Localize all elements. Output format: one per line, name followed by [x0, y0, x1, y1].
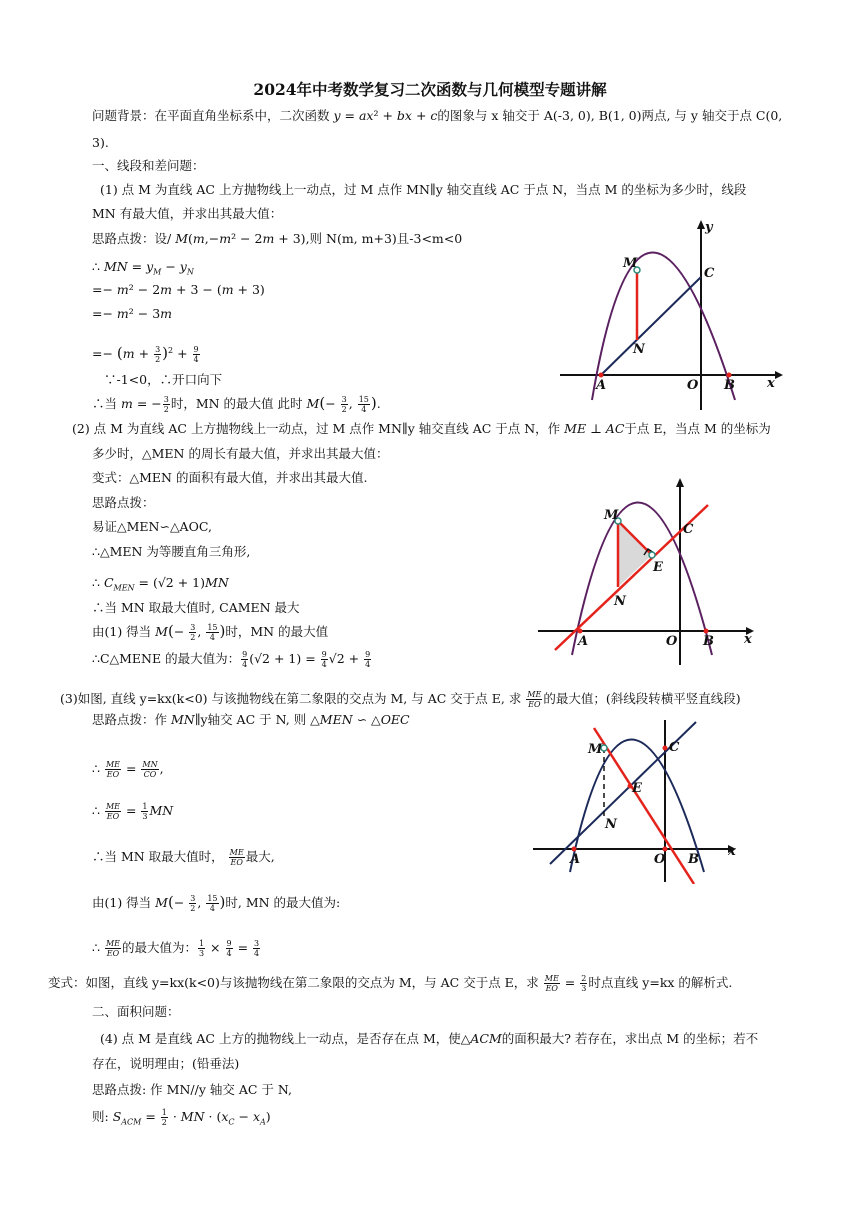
question-3-step-1: ∴ $\frac{ME}{EO}$ = $\frac{MN}{CO}$ ,: [92, 760, 164, 779]
line-ac: [601, 277, 701, 375]
label-o: O: [654, 852, 666, 867]
question-2-step-5: 由(1) 得当 M(− $\frac{3}{2}$ , $\frac{15}{4}$ )时，MN 的最大值: [92, 622, 329, 642]
question-1-conclusion: ∴当 m = − $\frac{3}{2}$ 时，MN 的最大值 此时 M(− $\frac{3}{2}$ , $\frac{15}{4}$ ).: [92, 394, 381, 414]
label-o: O: [666, 634, 678, 649]
question-4-hint: 思路点拨: 作 MN//y 轴交 AC 于 N,: [92, 1082, 292, 1097]
point-a: [599, 373, 604, 378]
parabola-curve: [570, 740, 704, 873]
question-1-step-2: =− m² − 2m + 3 − (m + 3): [92, 282, 265, 297]
question-1-step-1: ∴ MN = $y_M - y_N$: [92, 259, 194, 277]
label-m: M: [623, 256, 638, 271]
question-4-line-1: (4) 点 M 是直线 AC 上方的抛物线上一动点，是否存在点 M，使△ACM的面积最大? 若存在，求出点 M 的坐标；若不: [100, 1031, 759, 1046]
question-4-line-2: 存在，说明理由；(铅垂法): [92, 1056, 240, 1071]
question-3-step-4: 由(1) 得当 M(− $\frac{3}{2}$ , $\frac{15}{4}$ )时, MN 的最大值为:: [92, 893, 341, 913]
y-axis-arrow-icon: [697, 220, 705, 229]
y-axis-arrow-icon: [676, 478, 684, 487]
point-c: [663, 746, 668, 751]
label-o: O: [687, 378, 699, 393]
label-a: A: [570, 852, 581, 867]
label-x: x: [728, 844, 736, 859]
question-3-step-2: ∴ $\frac{ME}{EO}$ = $\frac{1}{3}$ MN: [92, 802, 174, 821]
question-1-hint: 思路点拨：设/ M(m,−m² − 2m + 3),则 N(m, m+3)且-3<m<0: [92, 231, 463, 246]
label-m: M: [588, 742, 603, 757]
label-b: B: [688, 852, 699, 867]
figure-2-triangle-men: [530, 475, 760, 670]
figure-1-parabola-mn: [555, 215, 785, 415]
point-b: [727, 373, 732, 378]
question-3-step-3: ∴当 MN 取最大值时， $\frac{ME}{EO}$ 最大,: [92, 848, 275, 867]
label-e: E: [653, 560, 663, 575]
question-2-step-4: ∴当 MN 取最大值时, CAMEN 最大: [92, 600, 300, 615]
question-2-step-1: 易证△MEN∽△AOC,: [92, 519, 212, 534]
question-1-step-4: =− (m + $\frac{3}{2}$ )$^2$ + $\frac{9}{4}$: [92, 344, 199, 365]
question-1-line-1: (1) 点 M 为直线 AC 上方抛物线上一动点，过 M 点作 MN∥y 轴交直线 AC 于点 N，当点 M 的坐标为多少时，线段: [100, 182, 747, 197]
label-n: N: [614, 594, 626, 609]
point-b: [704, 629, 709, 634]
question-2-hint: 思路点拨：: [92, 495, 155, 510]
label-c: C: [683, 522, 694, 537]
label-x: x: [744, 632, 752, 647]
question-3-hint: 思路点拨：作 MN∥y轴交 AC 于 N, 则 △MEN ∽ △OEC: [92, 712, 410, 727]
background-line-2: 3).: [92, 135, 109, 150]
label-c: C: [704, 266, 715, 281]
label-x: x: [767, 376, 775, 391]
label-b: B: [724, 378, 735, 393]
question-1-step-5: ∵-1<0，∴开口向下: [104, 372, 223, 387]
label-a: A: [596, 378, 607, 393]
question-3-variant: 变式：如图，直线 y=kx(k<0)与该抛物线在第二象限的交点为 M，与 AC 交于点 E，求 $\frac{ME}{EO}$ = $\frac{2}{3}$ 时点直线 y=kx 的解析式.: [48, 974, 733, 993]
point-a: [578, 629, 583, 634]
question-1-line-2: MN 有最大值，并求出其最大值：: [92, 206, 283, 221]
x-axis-arrow-icon: [775, 371, 783, 379]
question-2-line-1: (2) 点 M 为直线 AC 上方抛物线上一动点，过 M 点作 MN∥y 轴交直线 AC 于点 N，作 ME ⊥ AC于点 E，当点 M 的坐标为: [72, 421, 771, 436]
question-1-step-3: =− m² − 3m: [92, 306, 173, 321]
background-line-1: 问题背景：在平面直角坐标系中，二次函数 y = ax² + bx + c的图象与 x 轴交于 A(-3, 0), B(1, 0)两点, 与 y 轴交于点 C(0,: [92, 108, 783, 123]
question-2-step-2: ∴△MEN 为等腰直角三角形,: [92, 544, 251, 559]
question-4-formula: 则: $S_{ACM}$ = $\frac{1}{2}$ · MN · $(x_C - x_A)$: [92, 1108, 271, 1127]
question-3-line-1: (3)如图, 直线 y=kx(k<0) 与该抛物线在第二象限的交点为 M, 与 AC 交于点 E, 求 $\frac{ME}{EO}$ 的最大值；(斜线段转横平竖直线段): [60, 690, 741, 709]
label-c: C: [669, 740, 680, 755]
label-n: N: [633, 342, 645, 357]
point-e: [649, 552, 655, 558]
label-b: B: [703, 634, 714, 649]
question-2-conclusion: ∴C△MENE 的最大值为： $\frac{9}{4}$ (√2 + 1) = $\frac{9}{4}$ √2 + $\frac{9}{4}$: [92, 650, 371, 669]
question-2-variant: 变式：△MEN 的面积有最大值，并求出其最大值.: [92, 470, 368, 485]
point-a: [572, 847, 577, 852]
label-e: E: [632, 781, 642, 796]
figure-3-ratio-me-eo: [528, 712, 748, 884]
label-y: y: [705, 220, 713, 235]
section-heading-1: 一、线段和差问题：: [92, 158, 205, 173]
label-m: M: [604, 508, 619, 523]
point-o: [663, 847, 668, 852]
question-2-line-2: 多少时，△MEN 的周长有最大值，并求出其最大值：: [92, 446, 389, 461]
label-a: A: [578, 634, 589, 649]
page-title: 2024年中考数学复习二次函数与几何模型专题讲解: [253, 80, 607, 99]
triangle-men-fill: [618, 521, 652, 587]
question-2-step-3: ∴ $C_{MEN} = (√2 + 1)MN$: [92, 575, 229, 593]
section-heading-2: 二、面积问题：: [92, 1004, 180, 1019]
label-n: N: [605, 817, 617, 832]
question-3-conclusion: ∴ $\frac{ME}{EO}$ 的最大值为： $\frac{1}{3}$ × $\frac{9}{4}$ = $\frac{3}{4}$: [92, 939, 260, 958]
